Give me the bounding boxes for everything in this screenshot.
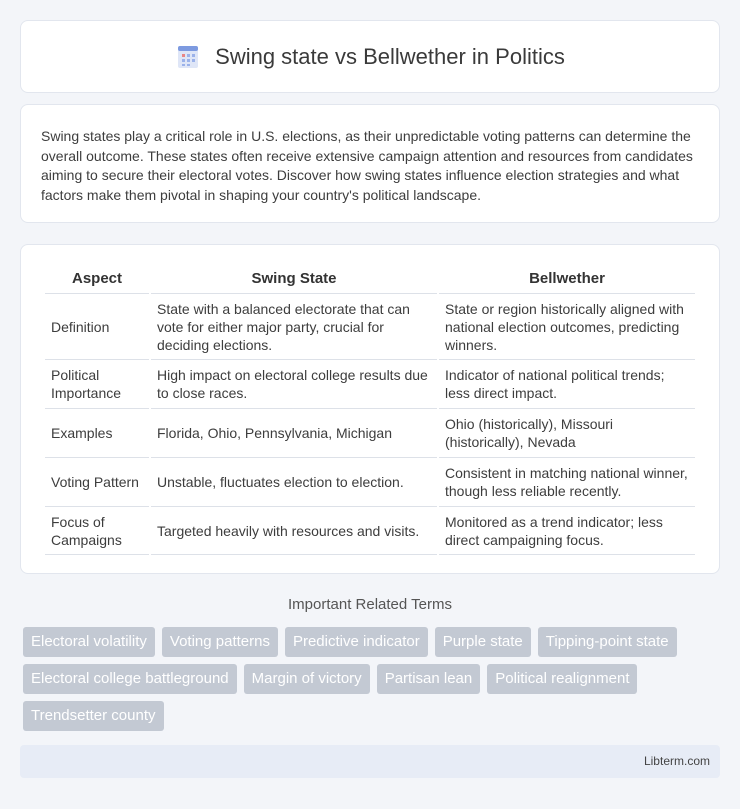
related-term-tag[interactable]: Electoral college battleground xyxy=(23,664,237,694)
comparison-table-card xyxy=(20,244,720,574)
document-icon xyxy=(175,44,201,70)
cell-bellwether: Ohio (historically), Missouri (historically), Nevada xyxy=(439,408,695,457)
cell-bellwether: Monitored as a trend indicator; less direct campaigning focus. xyxy=(439,506,695,555)
header-swing-state: Swing State xyxy=(251,269,337,287)
related-term-tag[interactable]: Predictive indicator xyxy=(285,627,428,657)
cell-swing-state: Florida, Ohio, Pennsylvania, Michigan xyxy=(151,408,437,457)
cell-aspect: Definition xyxy=(45,293,149,359)
header-bellwether: Bellwether xyxy=(529,269,605,287)
footer-site-link[interactable]: Libterm.com xyxy=(643,754,710,768)
footer xyxy=(20,745,720,778)
cell-aspect: Voting Pattern xyxy=(45,457,149,506)
cell-aspect: Political Importance xyxy=(45,359,149,408)
table-row xyxy=(45,359,695,408)
intro-text: Swing states play a critical role in U.S. elections, as their unpredictable voting patterns can determine the overall outcome. These states often receive extensive campaign attention and resources from candidates aiming to secure their electoral votes. Discover how swing states influence election strategies and what factors make them pivotal in shaping your country's political landscape. xyxy=(41,128,693,203)
related-term-tag[interactable]: Electoral volatility xyxy=(23,627,155,657)
related-term-tag[interactable]: Partisan lean xyxy=(377,664,481,694)
cell-bellwether: Indicator of national political trends; less direct impact. xyxy=(439,359,695,408)
table-row xyxy=(45,293,695,359)
page-title: Swing state vs Bellwether in Politics xyxy=(215,43,565,69)
comparison-table xyxy=(43,263,697,555)
related-term-tag[interactable]: Margin of victory xyxy=(244,664,370,694)
related-terms-title: Important Related Terms xyxy=(288,596,452,613)
cell-swing-state: High impact on electoral college results due to close races. xyxy=(151,359,437,408)
cell-aspect: Focus of Campaigns xyxy=(45,506,149,555)
related-term-tag[interactable]: Voting patterns xyxy=(162,627,278,657)
cell-aspect: Examples xyxy=(45,408,149,457)
cell-swing-state: Targeted heavily with resources and visits. xyxy=(151,506,437,555)
intro-card xyxy=(20,104,720,223)
header-card xyxy=(20,20,720,93)
cell-swing-state: State with a balanced electorate that can vote for either major party, crucial for deciding elections. xyxy=(151,293,437,359)
cell-bellwether: State or region historically aligned with national election outcomes, predicting winners. xyxy=(439,293,695,359)
cell-swing-state: Unstable, fluctuates election to election. xyxy=(151,457,437,506)
header-aspect: Aspect xyxy=(71,269,123,287)
title-wrap xyxy=(175,44,565,70)
table-header-row xyxy=(45,263,695,293)
table-row xyxy=(45,506,695,555)
related-terms-list xyxy=(23,627,723,731)
related-term-tag[interactable]: Purple state xyxy=(435,627,531,657)
cell-bellwether: Consistent in matching national winner, though less reliable recently. xyxy=(439,457,695,506)
table-row xyxy=(45,408,695,457)
related-term-tag[interactable]: Trendsetter county xyxy=(23,701,164,731)
related-term-tag[interactable]: Political realignment xyxy=(487,664,637,694)
related-term-tag[interactable]: Tipping-point state xyxy=(538,627,677,657)
table-row xyxy=(45,457,695,506)
